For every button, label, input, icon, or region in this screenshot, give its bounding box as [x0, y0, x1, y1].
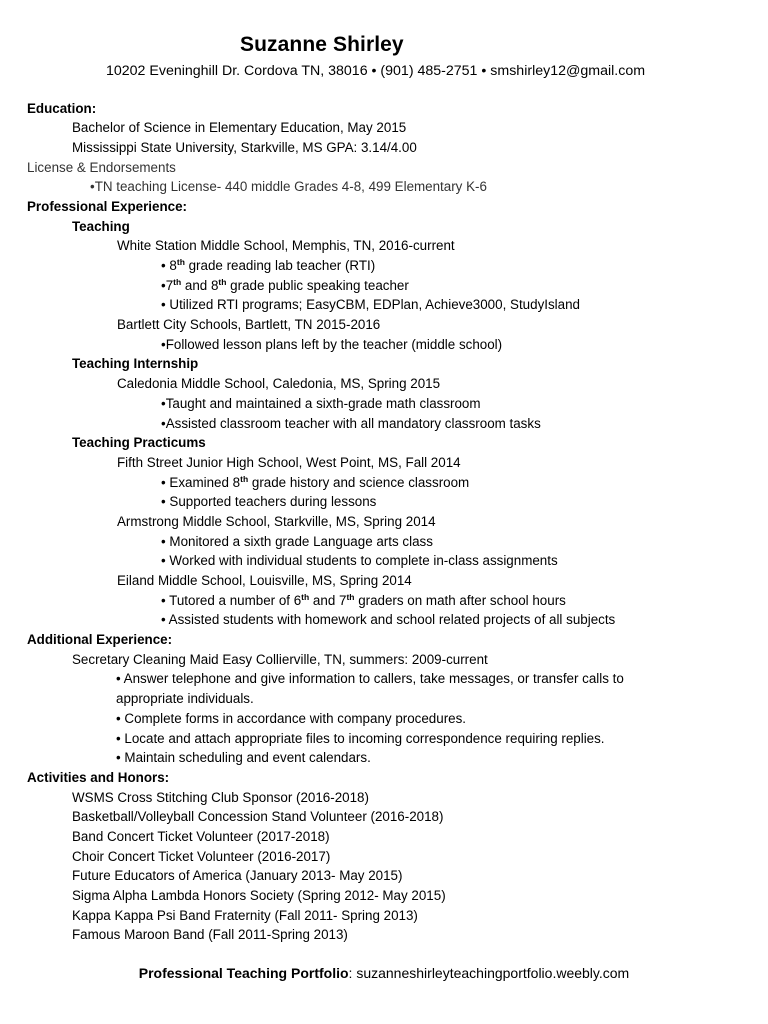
portfolio-footer: Professional Teaching Portfolio: suzanneshirleyteachingportfolio.weebly.com	[138, 965, 630, 981]
list-item: •Followed lesson plans left by the teacher (middle school)	[161, 336, 503, 352]
list-item: •Taught and maintained a sixth-grade math classroom	[161, 395, 481, 411]
applicant-name: Suzanne Shirley	[240, 33, 404, 56]
list-item: • 8th grade reading lab teacher (RTI)	[161, 257, 376, 273]
contact-info: 10202 Eveninghill Dr. Cordova TN, 38016 • (901) 485-2751 • smshirley12@gmail.com	[106, 63, 646, 79]
job-armstrong: Armstrong Middle School, Starkville, MS, Spring 2014	[117, 513, 436, 529]
portfolio-url[interactable]: suzanneshirleyteachingportfolio.weebly.com	[356, 965, 630, 981]
list-item: • Utilized RTI programs; EasyCBM, EDPlan, Achieve3000, StudyIsland	[161, 297, 580, 313]
job-eiland: Eiland Middle School, Louisville, MS, Spring 2014	[117, 573, 412, 588]
list-item: • Monitored a sixth grade Language arts class	[161, 533, 433, 549]
activities-heading: Activities and Honors:	[27, 769, 170, 785]
list-item: • Locate and attach appropriate files to incoming correspondence requiring replies.	[116, 730, 605, 746]
education-degree: Bachelor of Science in Elementary Education, May 2015	[72, 120, 407, 136]
teaching-heading: Teaching	[72, 218, 130, 234]
job-caledonia: Caledonia Middle School, Caledonia, MS, Spring 2015	[117, 376, 441, 392]
activity-item: Choir Concert Ticket Volunteer (2016-2017)	[72, 848, 331, 864]
job-fifth-street: Fifth Street Junior High School, West Point, MS, Fall 2014	[117, 454, 461, 470]
list-item: •Assisted classroom teacher with all mandatory classroom tasks	[161, 415, 541, 431]
internship-heading: Teaching Internship	[72, 356, 199, 372]
activity-item: Kappa Kappa Psi Band Fraternity (Fall 2011- Spring 2013)	[72, 907, 418, 923]
activity-item: WSMS Cross Stitching Club Sponsor (2016-2018)	[72, 789, 369, 805]
education-heading: Education:	[27, 100, 97, 116]
additional-heading: Additional Experience:	[27, 632, 173, 648]
education-school: Mississippi State University, Starkville, MS GPA: 3.14/4.00	[72, 139, 417, 155]
job-bartlett: Bartlett City Schools, Bartlett, TN 2015-2016	[117, 317, 381, 333]
activity-item: Basketball/Volleyball Concession Stand Volunteer (2016-2018)	[72, 809, 444, 825]
practicums-heading: Teaching Practicums	[72, 435, 206, 451]
activity-item: Famous Maroon Band (Fall 2011-Spring 2013)	[72, 927, 348, 943]
resume-body	[27, 99, 757, 946]
list-item: •7th and 8th grade public speaking teacher	[161, 276, 409, 293]
list-item: • Examined 8th grade history and science classroom	[161, 473, 470, 490]
list-item: • Maintain scheduling and event calendars.	[116, 750, 371, 766]
license-item: •TN teaching License- 440 middle Grades 4-8, 499 Elementary K-6	[90, 179, 487, 195]
job-secretary: Secretary Cleaning Maid Easy Collierville, TN, summers: 2009-current	[72, 651, 488, 667]
activity-item: Band Concert Ticket Volunteer (2017-2018)	[72, 828, 330, 844]
list-item: • Complete forms in accordance with company procedures.	[116, 710, 467, 726]
portfolio-label: Professional Teaching Portfolio	[138, 965, 349, 981]
list-item: • Tutored a number of 6th and 7th graders on math after school hours	[161, 591, 566, 608]
list-item: • Assisted students with homework and school related projects of all subjects	[161, 612, 616, 628]
list-item: • Worked with individual students to complete in-class assignments	[161, 553, 558, 569]
job-white-station: White Station Middle School, Memphis, TN, 2016-current	[117, 238, 455, 254]
license-heading: License & Endorsements	[27, 159, 176, 175]
professional-heading: Professional Experience:	[27, 198, 188, 214]
list-item: • Supported teachers during lessons	[161, 494, 377, 510]
list-item: • Answer telephone and give information to callers, take messages, or transfer calls to appropriate individuals.	[116, 671, 624, 707]
activity-item: Sigma Alpha Lambda Honors Society (Spring 2012- May 2015)	[72, 888, 446, 904]
activity-item: Future Educators of America (January 2013- May 2015)	[72, 868, 403, 884]
